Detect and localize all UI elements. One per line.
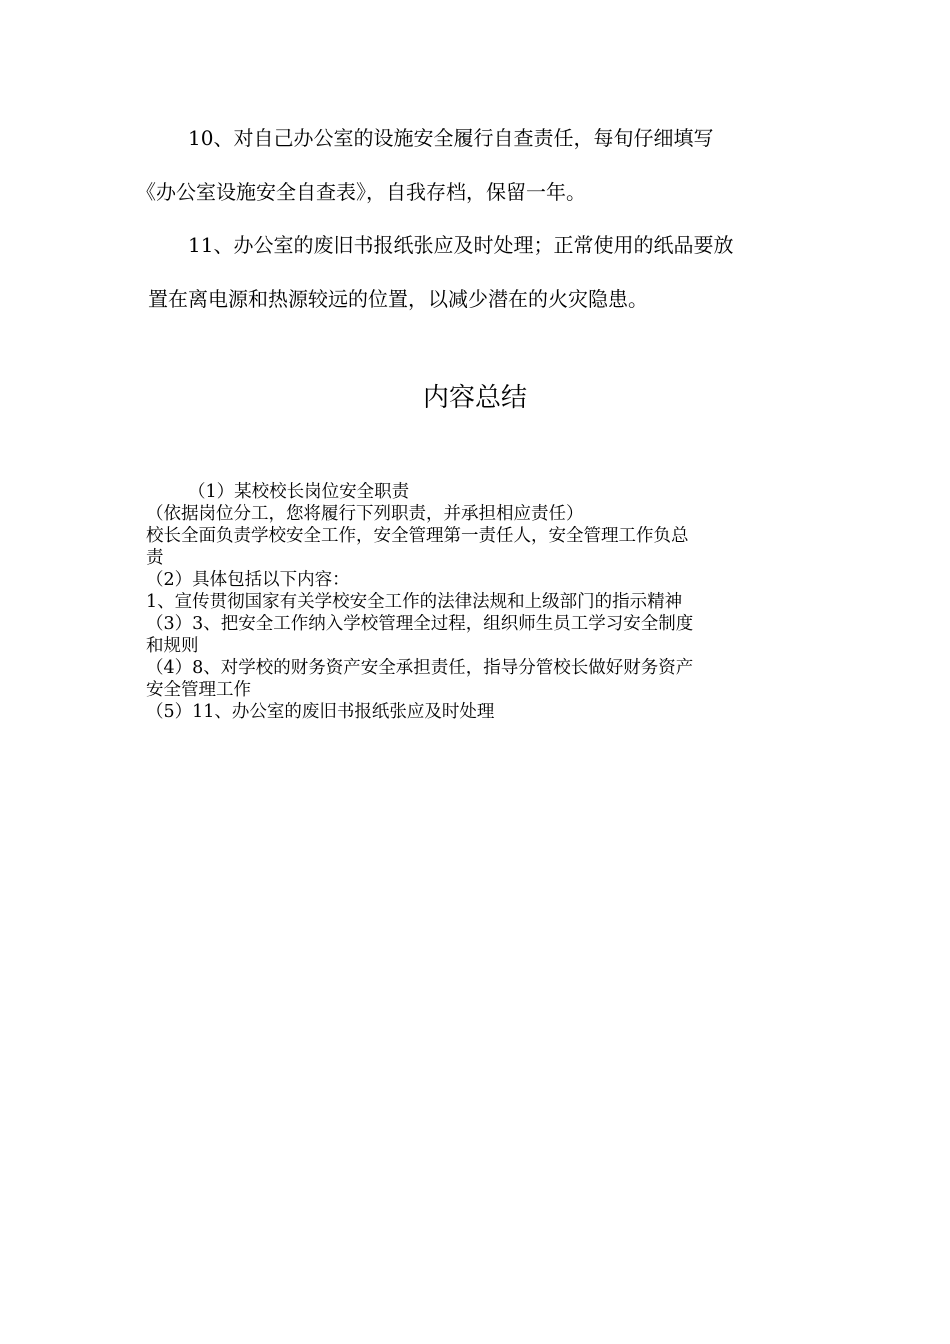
summary-line: 1、宣传贯彻国家有关学校安全工作的法律法规和上级部门的指示精神 <box>146 592 683 612</box>
summary-line: （5）11、办公室的废旧书报纸张应及时处理 <box>146 702 495 722</box>
summary-line: 校长全面负责学校安全工作，安全管理第一责任人，安全管理工作负总 <box>146 526 689 546</box>
summary-title: 内容总结 <box>422 383 527 413</box>
summary-line: （2）具体包括以下内容： <box>146 570 350 590</box>
item-10-line-2: 《办公室设施安全自查表》，自我存档，保留一年。 <box>136 180 586 204</box>
summary-line: （3）3、把安全工作纳入学校管理全过程，组织师生员工学习安全制度 <box>146 614 694 634</box>
summary-line: （4）8、对学校的财务资产安全承担责任，指导分管校长做好财务资产 <box>146 658 694 678</box>
item-11-line-1: 11、办公室的废旧书报纸张应及时处理；正常使用的纸品要放 <box>188 233 734 257</box>
summary-line: 安全管理工作 <box>146 680 251 700</box>
summary-line: 责 <box>146 548 164 568</box>
item-11-line-2: 置在离电源和热源较远的位置，以减少潜在的火灾隐患。 <box>148 287 648 311</box>
item-10-line-1: 10、对自己办公室的设施安全履行自查责任，每旬仔细填写 <box>188 126 714 150</box>
summary-line: （1）某校校长岗位安全职责 <box>188 482 410 502</box>
summary-line: 和规则 <box>146 636 199 656</box>
summary-line: （依据岗位分工，您将履行下列职责，并承担相应责任） <box>146 504 584 524</box>
summary-block <box>146 481 796 723</box>
